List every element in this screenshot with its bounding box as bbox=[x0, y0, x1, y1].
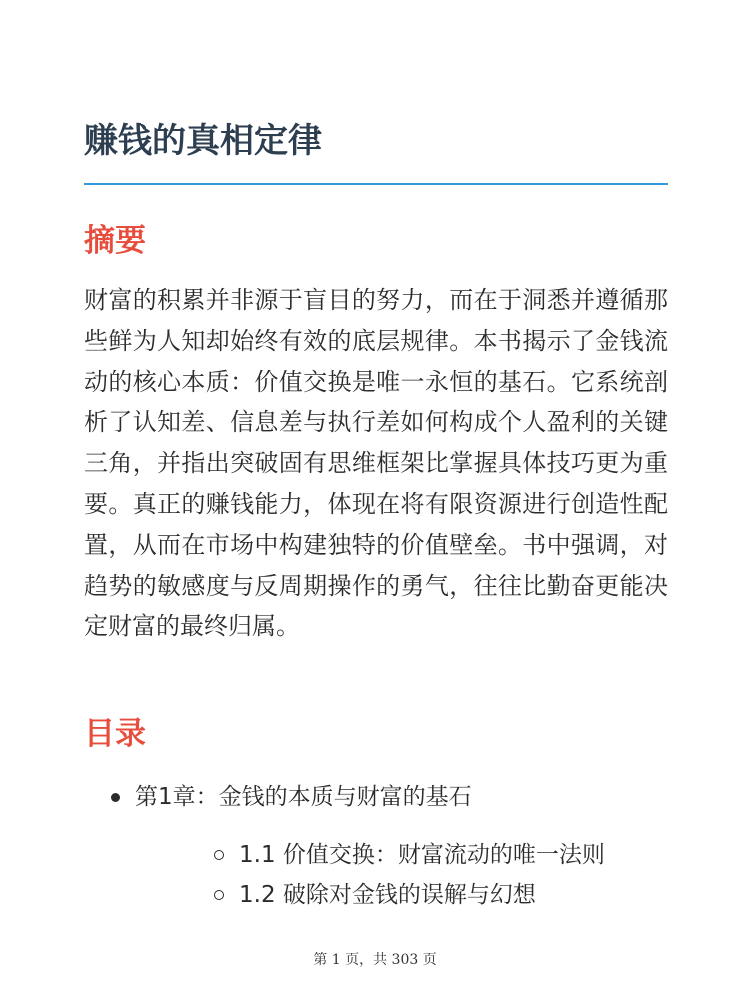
bullet-circle-icon bbox=[214, 890, 224, 900]
toc-section-1-1[interactable] bbox=[185, 835, 668, 875]
abstract-paragraph: 财富的积累并非源于盲目的努力，而在于洞悉并遵循那些鲜为人知却始终有效的底层规律。本书揭示了金钱流动的核心本质：价值交换是唯一永恒的基石。它系统剖析了认知差、信息差与执行差如何构成个人盈利的关键三角，并指出突破固有思维框架比掌握具体技巧更为重要。真正的赚钱能力，体现在将有限资源进行创造性配置，从而在市场中构建独特的价值壁垒。书中强调，对趋势的敏感度与反周期操作的勇气，往往比勤奋更能决定财富的最终归属。 bbox=[84, 286, 668, 641]
toc-section-list bbox=[135, 835, 668, 915]
document-title: 赚钱的真相定律 bbox=[84, 121, 322, 161]
toc-section-label: 1.2 破除对金钱的误解与幻想 bbox=[239, 882, 536, 908]
toc-heading: 目录 bbox=[84, 716, 146, 752]
toc-section-label: 1.1 价值交换：财富流动的唯一法则 bbox=[239, 842, 605, 868]
bullet-circle-icon bbox=[214, 850, 224, 860]
table-of-contents bbox=[84, 777, 668, 915]
title-divider bbox=[84, 183, 668, 185]
toc-chapter-label: 第1章：金钱的本质与财富的基石 bbox=[135, 784, 472, 810]
toc-chapter-1[interactable] bbox=[84, 777, 668, 915]
toc-section-1-2[interactable] bbox=[185, 875, 668, 915]
abstract-heading: 摘要 bbox=[84, 223, 146, 259]
page-number-footer: 第 1 页，共 303 页 bbox=[313, 952, 437, 968]
bullet-disc-icon bbox=[111, 793, 120, 802]
